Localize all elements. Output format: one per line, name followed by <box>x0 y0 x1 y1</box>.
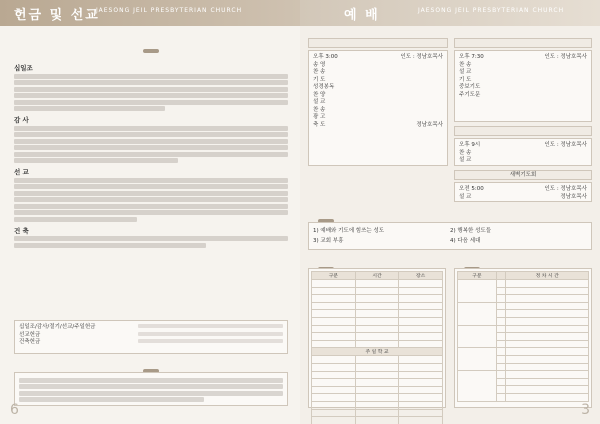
text-line <box>14 126 288 131</box>
offering-section-title-building: 건 축 <box>14 226 29 235</box>
text-line <box>14 145 288 150</box>
account-info-box <box>14 320 288 354</box>
page-number-right: 3 <box>581 402 590 418</box>
table-header-row: 구분 정 차 시 간 <box>458 272 589 280</box>
text-line <box>14 178 288 183</box>
table-row <box>312 287 443 295</box>
wednesday-row: 찬 송 <box>459 61 472 68</box>
table-row <box>458 371 589 379</box>
right-page <box>300 0 600 424</box>
wednesday-row: 중보기도 <box>459 84 481 90</box>
table-row <box>312 295 443 303</box>
text-line <box>14 80 288 85</box>
text-line <box>14 217 137 222</box>
account-value-illegible <box>138 332 283 336</box>
text-line <box>14 87 288 92</box>
left-header-subtitle: JAESONG JEIL PRESBYTERIAN CHURCH <box>96 7 243 14</box>
dawn-row: 설 교 정남호목사 <box>459 193 587 200</box>
wednesday-worship-box <box>454 50 592 122</box>
text-line <box>14 204 288 209</box>
prayer-topic-item: 3) 교회 부흥 <box>313 238 344 244</box>
table-row <box>458 302 589 310</box>
offering-list-section <box>14 38 288 249</box>
sunday-worship-header <box>308 38 448 48</box>
prayer-topic-item: 2) 행복한 성도들 <box>450 228 492 234</box>
offering-section-title-thanks: 감 사 <box>14 116 29 124</box>
account-row: 건축헌금 <box>19 339 283 347</box>
dawn-prayer-box <box>454 182 592 202</box>
worship-times-table <box>311 271 443 424</box>
sunday-worship-box <box>308 50 448 166</box>
left-header-bar <box>0 0 300 26</box>
prayer-topic-item: 1) 예배와 기도에 힘쓰는 성도 <box>313 228 385 234</box>
wednesday-row: 설 교 <box>459 69 472 75</box>
friday-row: 찬 송 <box>459 149 472 156</box>
offering-section-title-mission: 선 교 <box>14 168 29 176</box>
text-line <box>14 152 288 157</box>
text-line <box>14 184 288 189</box>
table-header-row: 구분 시간 장소 <box>312 272 443 280</box>
sunday-row: 축 도 정남호목사 <box>313 121 443 128</box>
table-row <box>312 340 443 348</box>
wednesday-row: 오후 7:30 인도 : 정남호목사 <box>459 54 587 60</box>
text-line <box>14 74 288 79</box>
account-value-illegible <box>138 324 283 328</box>
offering-list-tag <box>143 49 159 53</box>
sunday-row: 광 고 <box>313 114 326 120</box>
prayer-topic-item: 4) 다음 세대 <box>450 238 481 244</box>
text-line <box>14 100 288 105</box>
table-row <box>312 333 443 341</box>
text-line <box>19 391 283 396</box>
table-row <box>312 302 443 310</box>
text-line <box>19 397 204 402</box>
text-line <box>14 197 288 202</box>
page-number-left: 6 <box>10 402 19 418</box>
wednesday-row: 주기도문 <box>459 91 481 98</box>
right-header-subtitle: JAESONG JEIL PRESBYTERIAN CHURCH <box>418 7 565 14</box>
table-row <box>312 310 443 318</box>
table-row <box>458 348 589 356</box>
text-line <box>14 243 206 248</box>
text-line <box>14 236 288 241</box>
offering-section-title-tithe: 십일조 <box>14 64 33 72</box>
sunday-row: 성경봉독 <box>313 84 335 90</box>
text-line <box>14 106 165 111</box>
dawn-prayer-header: 새벽기도회 <box>454 170 592 180</box>
right-header-bar <box>300 0 600 26</box>
sunday-row: 송 영 <box>313 61 326 68</box>
table-row <box>312 371 443 379</box>
dawn-row: 오전 5:00 인도 : 정남호목사 <box>459 186 587 192</box>
wednesday-worship-header <box>454 38 592 48</box>
text-line <box>14 93 288 98</box>
table-row <box>458 325 589 333</box>
vehicle-table <box>457 271 589 402</box>
friday-prayer-box <box>454 138 592 166</box>
table-row <box>312 280 443 288</box>
left-header-title: 헌금 및 선교 <box>14 7 100 23</box>
wednesday-row: 기 도 <box>459 76 472 83</box>
sunday-row: 찬 송 <box>313 106 326 113</box>
prayer-topics-box <box>308 222 592 250</box>
text-line <box>14 210 288 215</box>
table-row <box>312 401 443 409</box>
account-row: 선교헌금 <box>19 332 283 340</box>
text-line <box>19 384 283 389</box>
sunday-row: 찬 송 <box>313 69 326 75</box>
text-line <box>19 378 283 383</box>
table-row <box>458 280 589 288</box>
sunday-row: 설 교 <box>313 99 326 105</box>
table-row <box>312 325 443 333</box>
table-row <box>312 417 443 424</box>
table-row <box>312 409 443 417</box>
table-row <box>312 363 443 371</box>
worship-times-box <box>308 268 446 408</box>
text-line <box>14 139 288 144</box>
text-line <box>14 191 288 196</box>
sunday-row: 기 도 <box>313 76 326 83</box>
account-value-illegible <box>138 339 283 343</box>
friday-row: 오후 9시 인도 : 정남호목사 <box>459 142 587 148</box>
table-row <box>312 379 443 387</box>
sunday-row: 오후 3:00 인도 : 정남호목사 <box>313 54 443 60</box>
account-row: 십일조/감사/절기/선교/주일헌금 <box>19 324 283 332</box>
table-row <box>312 386 443 394</box>
sunday-row: 찬 양 <box>313 91 326 98</box>
mission-box <box>14 372 288 406</box>
text-line <box>14 132 288 137</box>
table-row <box>312 317 443 325</box>
friday-row: 설 교 <box>459 157 472 163</box>
table-row <box>312 356 443 364</box>
table-subheader-row: 주 일 학 교 <box>312 348 443 356</box>
vehicle-box <box>454 268 592 408</box>
right-header-title: 예 배 <box>344 7 380 23</box>
friday-prayer-header <box>454 126 592 136</box>
text-line <box>14 158 178 163</box>
table-row <box>312 394 443 402</box>
